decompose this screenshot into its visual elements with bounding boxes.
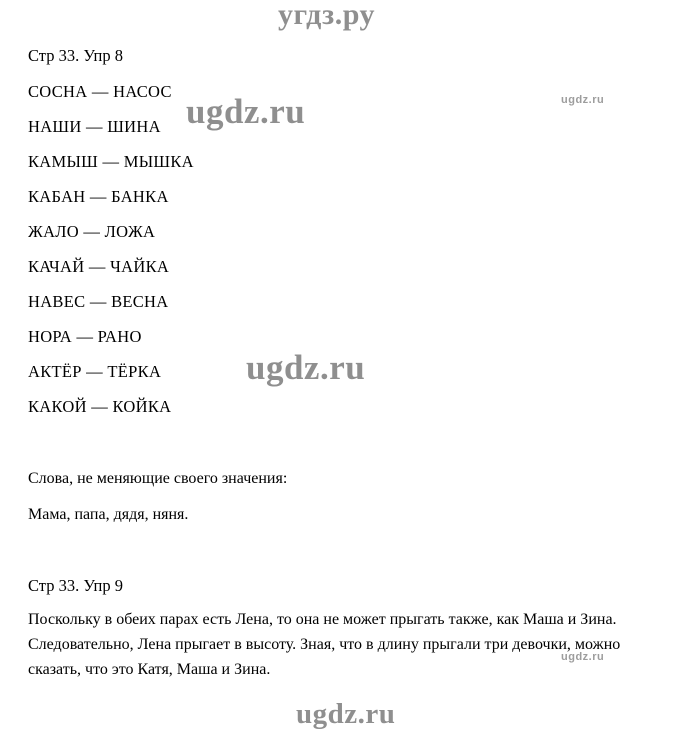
word-pair: КАМЫШ — МЫШКА (28, 152, 194, 171)
word-pair: ЖАЛО — ЛОЖА (28, 222, 156, 241)
exercise-9-heading: Стр 33. Упр 9 (28, 576, 124, 595)
word-pair: СОСНА — НАСОС (28, 82, 172, 101)
word-pair: КАЧАЙ — ЧАЙКА (28, 257, 170, 276)
word-pair: НАШИ — ШИНА (28, 117, 161, 136)
watermark-small-2: ugdz.ru (561, 651, 605, 663)
word-pair: КАБАН — БАНКА (28, 187, 169, 206)
watermark-bottom: ugdz.ru (296, 698, 396, 730)
word-pair: АКТЁР — ТЁРКА (28, 362, 162, 381)
watermark-middle-2: ugdz.ru (246, 348, 366, 387)
exercise-8-heading: Стр 33. Упр 8 (28, 46, 124, 65)
word-pair: НОРА — РАНО (28, 327, 142, 346)
exercise-9-answer: Поскольку в обеих парах есть Лена, то она не может прыгать также, как Маша и Зина. Следовательно, Лена прыгает в высоту. Зная, что в длину прыгали три девочки, можно сказать, что это Катя, Маша и Зина. (28, 611, 621, 678)
word-pair: КАКОЙ — КОЙКА (28, 397, 172, 416)
word-pair: НАВЕС — ВЕСНА (28, 292, 169, 311)
unchanged-words-list: Мама, папа, дядя, няня. (28, 506, 189, 523)
unchanged-words-label: Слова, не меняющие своего значения: (28, 470, 288, 487)
watermark-top: угдз.ру (278, 0, 376, 31)
watermark-middle-1: ugdz.ru (186, 92, 306, 131)
watermark-small-1: ugdz.ru (561, 94, 605, 106)
